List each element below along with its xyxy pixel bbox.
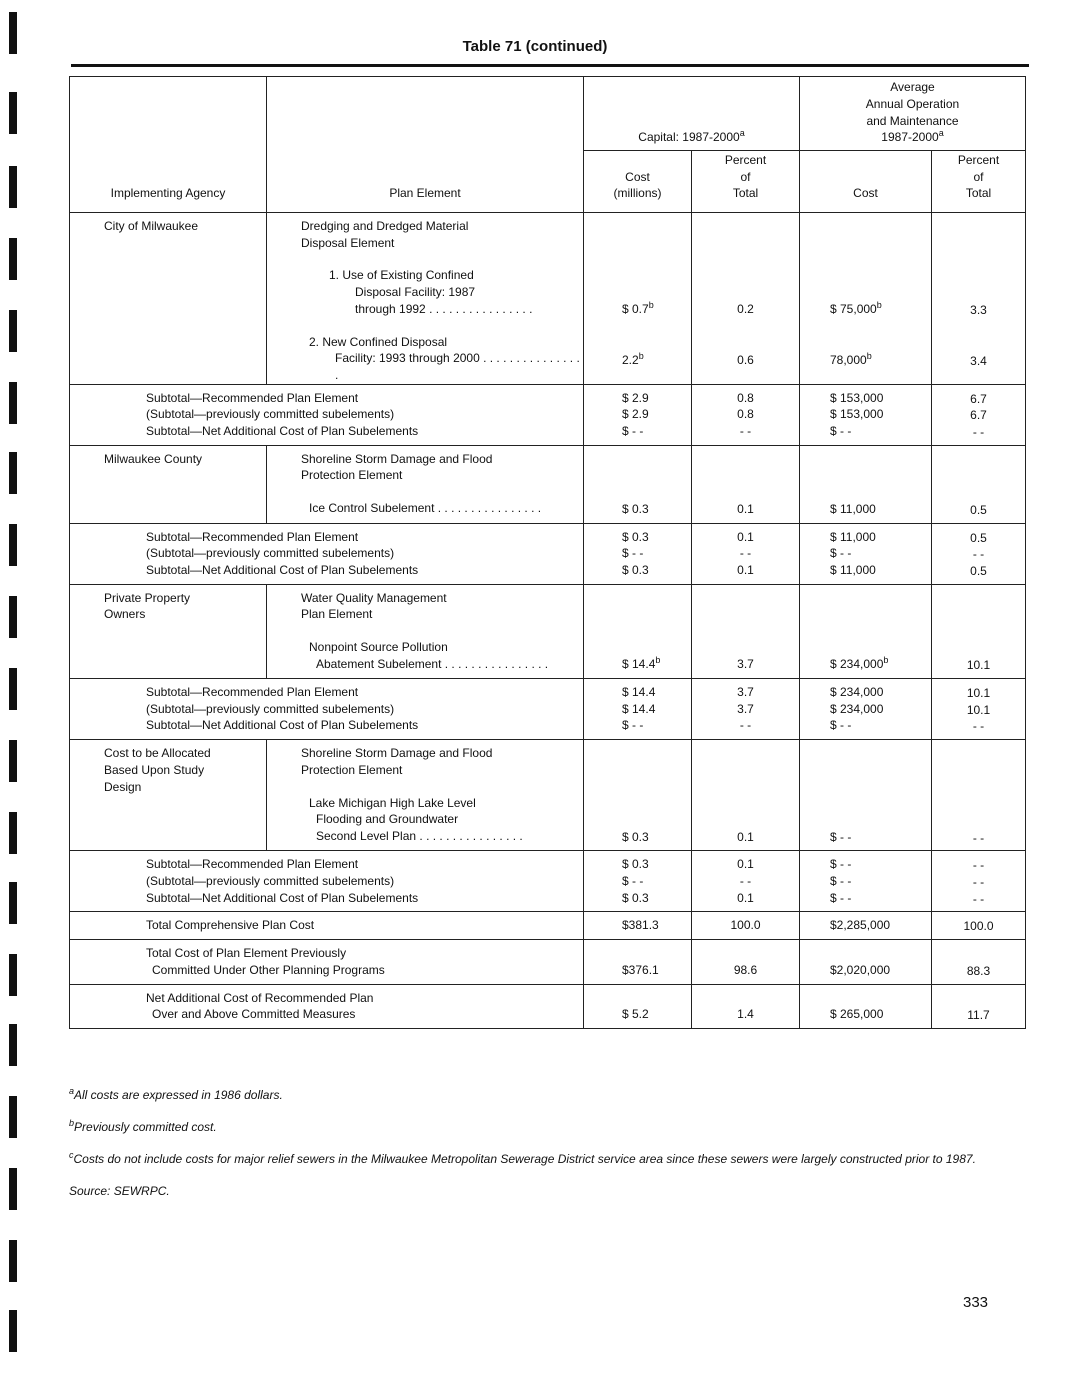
- plan-element-name: Shoreline Storm Damage and Flood: [301, 746, 493, 761]
- om-cost-cell: [800, 445, 932, 523]
- om-pct-value: 0.5: [970, 502, 987, 517]
- cost-table: [69, 76, 1026, 1029]
- agency-cell: [70, 584, 267, 678]
- header-capital-pct: Percent of Total: [692, 151, 800, 213]
- om-pct-value: 3.4: [970, 353, 987, 368]
- subtotal-om-pct-value: - -: [972, 719, 985, 734]
- plan-element-name: Protection Element: [301, 468, 403, 483]
- total-om-value: $2,020,000: [830, 962, 891, 977]
- subelement-label: Facility: 1993 through 2000 . . .: [309, 350, 583, 383]
- binder-mark: [9, 1024, 17, 1066]
- capital-pct-value: 0.1: [737, 829, 754, 844]
- total-pct: [692, 912, 800, 940]
- header-agency: Implementing Agency: [70, 77, 267, 213]
- subtotal-pct-value: 3.7: [737, 685, 754, 700]
- subtotal-pct-value: - -: [739, 546, 752, 561]
- total-capital: [584, 940, 692, 984]
- subtotal-om-value: $ - -: [830, 874, 852, 889]
- subtotal-om-value: $ - -: [830, 857, 852, 872]
- subtotal-pct-value: 0.1: [737, 890, 754, 905]
- capital-cost-cell: [584, 445, 692, 523]
- subtotal-row: [70, 523, 1026, 584]
- subtotal-pct-value: 0.8: [737, 390, 754, 405]
- plan-element-cell: [267, 584, 584, 678]
- subtotal-pct-value: 3.7: [737, 701, 754, 716]
- subtotal-capital-value: $ - -: [622, 718, 644, 733]
- capital-cost-cell: [584, 740, 692, 851]
- table-row: [70, 584, 1026, 678]
- binder-mark: [9, 954, 17, 996]
- table-row: [70, 740, 1026, 851]
- subtotal-label: Subtotal—Net Additional Cost of Plan Subelements: [146, 562, 419, 577]
- subtotal-pct-value: - -: [739, 874, 752, 889]
- capital-value: 2.2$^b$: [622, 350, 644, 367]
- capital-cost-cell: [584, 213, 692, 385]
- subtotal-labels: [70, 523, 584, 584]
- header-plan-element: Plan Element: [267, 77, 584, 213]
- header-om-pct: Percent of Total: [932, 151, 1026, 213]
- binder-mark: [9, 1096, 17, 1138]
- binder-mark: [9, 1310, 17, 1352]
- subtotal-om-pct-value: - -: [972, 875, 985, 890]
- binder-mark: [9, 310, 17, 352]
- binder-mark: [9, 452, 17, 494]
- total-om-pct: [932, 984, 1026, 1028]
- subtotal-label: Subtotal—Recommended Plan Element: [146, 390, 359, 405]
- subtotal-pct: [692, 523, 800, 584]
- total-row: [70, 912, 1026, 940]
- subtotal-om-value: $ 153,000: [830, 390, 884, 405]
- page-number: 333: [963, 1294, 989, 1311]
- total-om-pct-value: 88.3: [966, 963, 991, 978]
- total-pct: [692, 940, 800, 984]
- plan-element-cell: [267, 445, 584, 523]
- agency-name: Milwaukee County: [104, 451, 203, 466]
- subtotal-om-value: $ - -: [830, 424, 852, 439]
- binder-mark: [9, 740, 17, 782]
- total-om-pct: [932, 912, 1026, 940]
- subtotal-om-pct-value: - -: [972, 891, 985, 906]
- subtotal-labels: [70, 851, 584, 912]
- total-label: [70, 912, 584, 940]
- title-rule: [71, 64, 1029, 67]
- plan-element-cell: [267, 740, 584, 851]
- om-value: 78,000$^b$: [830, 350, 872, 367]
- subtotal-om-pct-value: 0.5: [970, 563, 987, 578]
- subtotal-capital-value: $ 14.4: [622, 685, 656, 700]
- binder-mark: [9, 166, 17, 208]
- binder-mark: [9, 92, 17, 134]
- binder-mark: [9, 1168, 17, 1210]
- source-note: Source: SEWRPC.: [69, 1184, 170, 1198]
- subtotal-capital-value: $ 0.3: [622, 890, 649, 905]
- total-capital-value: $ 5.2: [622, 1007, 649, 1022]
- subtotal-label: (Subtotal—previously committed subelements): [146, 701, 395, 716]
- total-capital-value: $381.3: [622, 918, 659, 933]
- subtotal-capital-value: $ 0.3: [622, 562, 649, 577]
- subelement-label: Nonpoint Source Pollution: [309, 640, 448, 655]
- plan-element-name: Water Quality Management: [301, 590, 447, 605]
- subtotal-pct: [692, 851, 800, 912]
- header-capital: Capital: 1987-2000$^a$: [584, 77, 800, 151]
- om-value: $ 234,000$^b$: [830, 655, 889, 672]
- subtotal-om-value: $ - -: [830, 718, 852, 733]
- plan-element-name: Shoreline Storm Damage and Flood: [301, 451, 493, 466]
- table-row: [70, 445, 1026, 523]
- total-capital: [584, 984, 692, 1028]
- om-pct-cell: [932, 213, 1026, 385]
- subtotal-om-pct-value: 0.5: [970, 530, 987, 545]
- capital-value: $ 0.3: [622, 501, 649, 516]
- total-om-pct-value: 11.7: [967, 1008, 990, 1023]
- capital-pct-cell: [692, 445, 800, 523]
- subelement-label: 1. Use of Existing Confined: [329, 268, 474, 283]
- capital-pct-cell: [692, 213, 800, 385]
- binder-mark: [9, 596, 17, 638]
- total-pct: [692, 984, 800, 1028]
- subtotal-row: [70, 851, 1026, 912]
- total-om: [800, 940, 932, 984]
- total-capital: [584, 912, 692, 940]
- capital-value: $ 14.4$^b$: [622, 655, 661, 672]
- total-om: [800, 912, 932, 940]
- total-om-value: $ 265,000: [830, 1007, 884, 1022]
- subtotal-om: [800, 679, 932, 740]
- capital-value: $ 0.3: [622, 829, 649, 844]
- subelement-label: Abatement Subelement . . .: [309, 656, 583, 673]
- plan-element-name: Disposal Element: [301, 235, 395, 250]
- subtotal-pct-value: 0.1: [737, 562, 754, 577]
- subtotal-row: [70, 679, 1026, 740]
- subtotal-label: Subtotal—Net Additional Cost of Plan Subelements: [146, 718, 419, 733]
- table-title: Table 71 (continued): [462, 38, 608, 55]
- plan-element-name: Plan Element: [301, 607, 373, 622]
- subtotal-pct-value: - -: [739, 424, 752, 439]
- capital-pct-value: 3.7: [737, 657, 754, 672]
- subtotal-om-pct: [932, 384, 1026, 445]
- total-pct-value: 98.6: [733, 962, 758, 977]
- agency-cell: [70, 213, 267, 385]
- binder-mark: [9, 1240, 17, 1282]
- agency-cell: [70, 445, 267, 523]
- subtotal-capital-value: $ 0.3: [622, 857, 649, 872]
- subtotal-om-pct-value: - -: [972, 547, 985, 562]
- subtotal-om-pct: [932, 523, 1026, 584]
- om-value: $ 11,000: [830, 501, 876, 516]
- subtotal-row: [70, 384, 1026, 445]
- total-label: [70, 984, 584, 1028]
- total-label-line: Total Cost of Plan Element Previously: [146, 946, 347, 961]
- subelement-label: 2. New Confined Disposal: [309, 334, 448, 349]
- subtotal-om-value: $ 234,000: [830, 701, 884, 716]
- capital-pct-cell: [692, 584, 800, 678]
- subtotal-label: (Subtotal—previously committed subelements): [146, 546, 395, 561]
- total-label-line: Committed Under Other Planning Programs: [152, 962, 385, 977]
- subtotal-om-pct-value: - -: [972, 425, 985, 440]
- subtotal-om-pct: [932, 679, 1026, 740]
- subelement-label: Second Level Plan . . .: [309, 828, 583, 845]
- agency-name: Private Property: [104, 590, 191, 605]
- total-pct-value: 100.0: [730, 918, 761, 933]
- subtotal-capital-value: $ 14.4: [622, 701, 656, 716]
- subtotal-capital-value: $ 2.9: [622, 390, 649, 405]
- subtotal-pct-value: - -: [739, 718, 752, 733]
- total-om-pct-value: 100.0: [963, 919, 994, 934]
- total-om-value: $2,285,000: [830, 918, 891, 933]
- subtotal-pct: [692, 384, 800, 445]
- total-pct-value: 1.4: [737, 1007, 754, 1022]
- subtotal-label: Subtotal—Recommended Plan Element: [146, 685, 359, 700]
- total-label-line: Over and Above Committed Measures: [152, 1007, 356, 1022]
- subtotal-om-value: $ 153,000: [830, 407, 884, 422]
- total-label-line: Total Comprehensive Plan Cost: [146, 918, 315, 933]
- subtotal-capital: [584, 384, 692, 445]
- om-value: $ - -: [830, 829, 852, 844]
- subtotal-label: (Subtotal—previously committed subelements): [146, 874, 395, 889]
- binder-mark: [9, 668, 17, 710]
- header-row: [70, 77, 1026, 151]
- subelement-label: Disposal Facility: 1987: [355, 285, 476, 300]
- agency-name: Owners: [104, 607, 146, 622]
- om-pct-cell: [932, 740, 1026, 851]
- binder-mark: [9, 382, 17, 424]
- header-capital-cost: Cost (millions): [584, 151, 692, 213]
- agency-name: Cost to be Allocated: [104, 746, 211, 761]
- total-capital-value: $376.1: [622, 962, 659, 977]
- subtotal-pct-value: 0.8: [737, 407, 754, 422]
- subtotal-om-pct-value: 6.7: [970, 408, 987, 423]
- footnotes: [69, 1087, 999, 1215]
- subtotal-om: [800, 851, 932, 912]
- subtotal-om-value: $ - -: [830, 546, 852, 561]
- subtotal-label: Subtotal—Recommended Plan Element: [146, 529, 359, 544]
- subtotal-labels: [70, 384, 584, 445]
- footnote-b: $^b$Previously committed cost.: [69, 1118, 217, 1134]
- subtotal-pct-value: 0.1: [737, 857, 754, 872]
- subtotal-capital: [584, 523, 692, 584]
- subtotal-om-pct-value: 10.1: [966, 702, 991, 717]
- subtotal-om-pct-value: 6.7: [970, 391, 987, 406]
- subelement-label: Lake Michigan High Lake Level: [309, 795, 476, 810]
- subtotal-om-pct: [932, 851, 1026, 912]
- subtotal-om-pct-value: - -: [972, 858, 985, 873]
- agency-name: Design: [104, 779, 142, 794]
- binder-mark: [9, 812, 17, 854]
- subelement-label: Ice Control Subelement . . .: [309, 500, 583, 517]
- subtotal-capital-value: $ - -: [622, 546, 644, 561]
- om-cost-cell: [800, 584, 932, 678]
- om-pct-cell: [932, 445, 1026, 523]
- om-pct-value: 10.1: [966, 658, 991, 673]
- capital-pct-value: 0.6: [737, 352, 754, 367]
- capital-value: $ 0.7$^b$: [622, 300, 654, 317]
- plan-element-name: Protection Element: [301, 762, 403, 777]
- agency-name: Based Upon Study: [104, 762, 205, 777]
- subtotal-om: [800, 523, 932, 584]
- subtotal-om-value: $ 11,000: [830, 562, 876, 577]
- om-pct-value: 3.3: [970, 303, 987, 318]
- subtotal-label: Subtotal—Recommended Plan Element: [146, 857, 359, 872]
- footnote-a: $^a$All costs are expressed in 1986 dollars.: [69, 1086, 283, 1102]
- total-om: [800, 984, 932, 1028]
- subtotal-label: Subtotal—Net Additional Cost of Plan Subelements: [146, 890, 419, 905]
- subtotal-capital: [584, 679, 692, 740]
- agency-name: City of Milwaukee: [104, 219, 199, 233]
- subtotal-capital-value: $ 0.3: [622, 529, 649, 544]
- binder-mark: [9, 882, 17, 924]
- subtotal-capital: [584, 851, 692, 912]
- total-label: [70, 940, 584, 984]
- capital-pct-cell: [692, 740, 800, 851]
- subtotal-om-value: $ - -: [830, 890, 852, 905]
- om-cost-cell: [800, 213, 932, 385]
- total-om-pct: [932, 940, 1026, 984]
- subtotal-pct: [692, 679, 800, 740]
- subelement-label: through 1992 . . .: [329, 301, 583, 318]
- capital-cost-cell: [584, 584, 692, 678]
- subelement-label: Flooding and Groundwater: [316, 812, 459, 827]
- total-row: [70, 984, 1026, 1028]
- om-pct-cell: [932, 584, 1026, 678]
- subtotal-pct-value: 0.1: [737, 529, 754, 544]
- subtotal-capital-value: $ - -: [622, 424, 644, 439]
- capital-pct-value: 0.2: [737, 302, 754, 317]
- total-label-line: Net Additional Cost of Recommended Plan: [146, 990, 374, 1005]
- total-row: [70, 940, 1026, 984]
- agency-cell: [70, 740, 267, 851]
- subtotal-om-pct-value: 10.1: [966, 686, 991, 701]
- om-cost-cell: [800, 740, 932, 851]
- om-pct-value: - -: [972, 830, 985, 845]
- header-om: Average Annual Operation and Maintenance 1987-2000$^a$: [800, 77, 1026, 151]
- header-om-cost: Cost: [800, 151, 932, 213]
- table-row: [70, 213, 1026, 385]
- subtotal-capital-value: $ 2.9: [622, 407, 649, 422]
- subtotal-label: (Subtotal—previously committed subelements): [146, 407, 395, 422]
- subtotal-om-value: $ 11,000: [830, 529, 876, 544]
- subtotal-om: [800, 384, 932, 445]
- subtotal-labels: [70, 679, 584, 740]
- om-value: $ 75,000$^b$: [830, 300, 882, 317]
- binder-mark: [9, 524, 17, 566]
- footnote-c: $^c$Costs do not include costs for major relief sewers in the Milwaukee Metropolitan Sewerage District service area since these sewers were largely constructed prior to 1987.: [69, 1150, 976, 1166]
- capital-pct-value: 0.1: [737, 501, 754, 516]
- subtotal-label: Subtotal—Net Additional Cost of Plan Subelements: [146, 424, 419, 439]
- subtotal-om-value: $ 234,000: [830, 685, 884, 700]
- binder-mark: [9, 238, 17, 280]
- plan-element-name: Dredging and Dredged Material: [301, 219, 469, 233]
- subtotal-capital-value: $ - -: [622, 874, 644, 889]
- plan-element-cell: [267, 213, 584, 385]
